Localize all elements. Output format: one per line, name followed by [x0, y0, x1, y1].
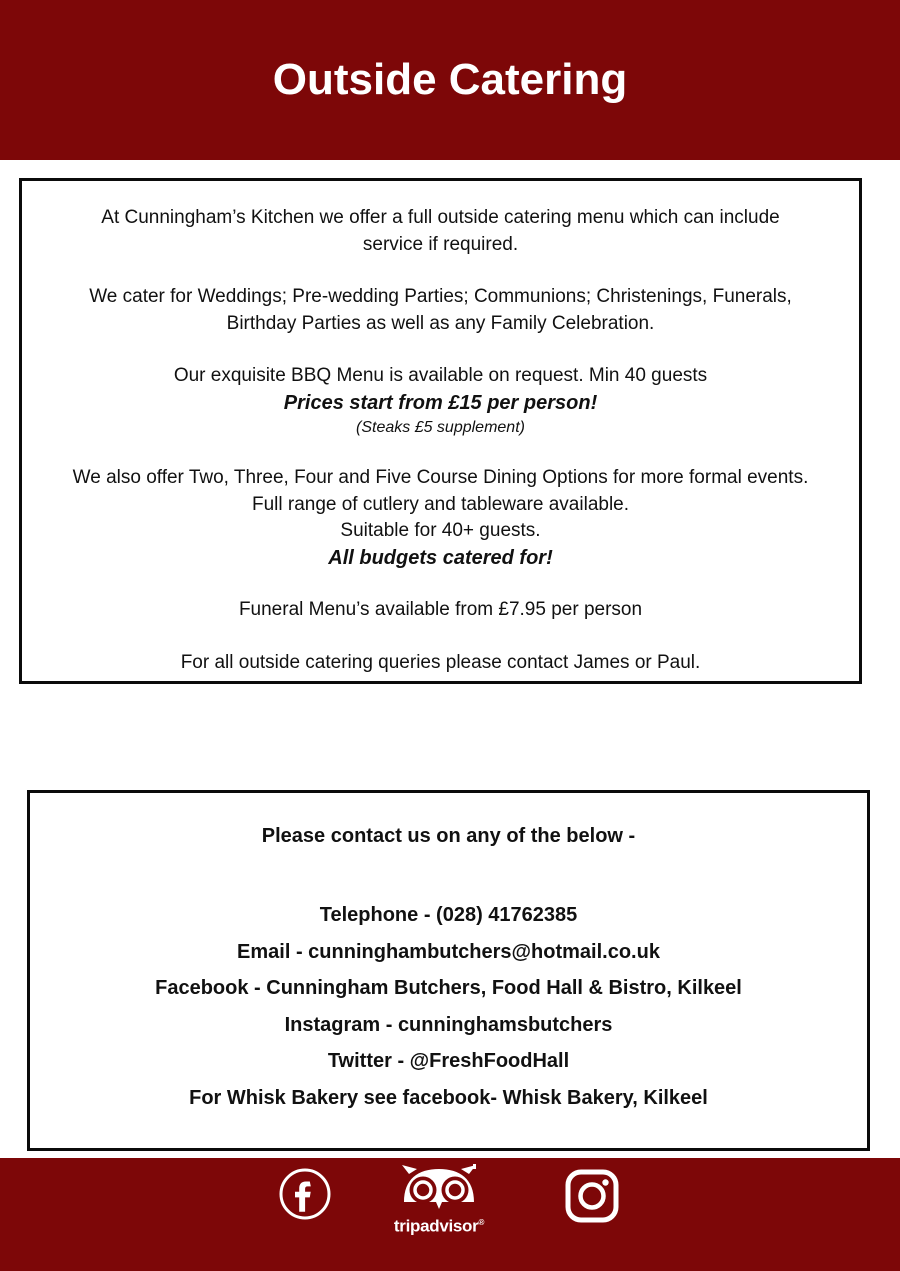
facebook-icon-graphic: [278, 1167, 332, 1221]
occasions-line-2: Birthday Parties as well as any Family Celebration.: [226, 312, 655, 334]
tripadvisor-icon[interactable]: [393, 1163, 485, 1235]
intro-line-2: service if required.: [362, 233, 519, 255]
tripadvisor-registered-mark: ®: [478, 1218, 485, 1227]
whisk-bakery-line: For Whisk Bakery see facebook- Whisk Bakery, Kilkeel: [189, 1086, 708, 1109]
bbq-supplement-text: (Steaks £5 supplement): [356, 419, 525, 436]
intro-paragraph: [22, 205, 859, 258]
instagram-line: Instagram - cunninghamsbutchers: [284, 1013, 613, 1036]
intro-line-1: At Cunningham’s Kitchen we offer a full outside catering menu which can include: [101, 207, 780, 228]
telephone-line: Telephone - (028) 41762385: [319, 904, 578, 926]
header-banner: [0, 0, 900, 160]
facebook-line: Facebook - Cunningham Butchers, Food Hall & Bistro, Kilkeel: [155, 977, 742, 999]
funeral-menu-text: Funeral Menu’s available from £7.95 per person: [238, 599, 643, 620]
budgets-text: All budgets catered for!: [328, 546, 553, 569]
tripadvisor-label: tripadvisor: [393, 1216, 479, 1236]
facebook-icon[interactable]: [278, 1167, 332, 1221]
tripadvisor-owl-graphic: [400, 1163, 478, 1211]
email-line: Email - cunninghambutchers@hotmail.co.uk: [237, 940, 660, 963]
cutlery-text: Full range of cutlery and tableware available.: [251, 493, 630, 515]
funeral-paragraph: [22, 597, 859, 624]
page-title: Outside Catering: [272, 55, 628, 104]
tripadvisor-wordmark: [393, 1215, 485, 1235]
dining-options-text: We also offer Two, Three, Four and Five Course Dining Options for more formal events.: [72, 467, 809, 488]
contact-box: [27, 790, 870, 1151]
guests-text: Suitable for 40+ guests.: [340, 520, 541, 541]
queries-text: For all outside catering queries please contact James or Paul.: [180, 651, 701, 673]
occasions-line-1: We cater for Weddings; Pre-wedding Parties; Communions; Christenings, Funerals,: [89, 286, 792, 307]
bbq-price-text: Prices start from £15 per person!: [283, 391, 598, 414]
dining-paragraph: [22, 465, 859, 571]
instagram-icon[interactable]: [565, 1169, 619, 1223]
contact-heading: Please contact us on any of the below -: [261, 825, 636, 847]
footer-banner: [0, 1158, 900, 1271]
bbq-availability-text: Our exquisite BBQ Menu is available on request. Min 40 guests: [173, 365, 708, 386]
instagram-icon-graphic: [565, 1169, 619, 1223]
bbq-paragraph: [22, 363, 859, 439]
catering-info-box: [19, 178, 862, 684]
occasions-paragraph: [22, 284, 859, 337]
queries-paragraph: [22, 650, 859, 677]
twitter-line: Twitter - @FreshFoodHall: [327, 1050, 570, 1072]
